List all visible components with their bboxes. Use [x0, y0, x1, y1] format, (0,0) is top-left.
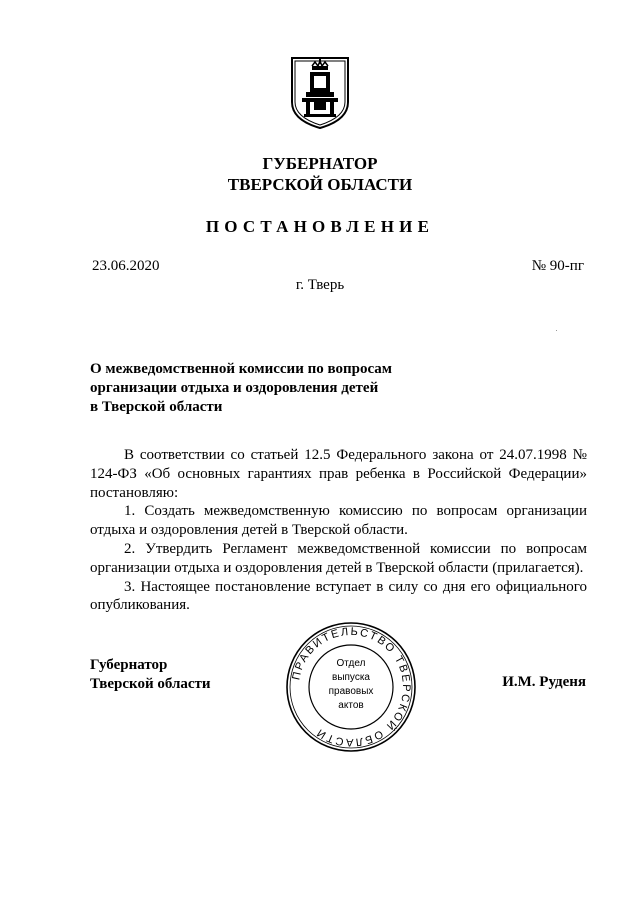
signer-title-line-2: Тверской области: [90, 676, 211, 692]
scan-speck: [556, 330, 557, 331]
document-number: № 90-пг: [531, 258, 584, 274]
signer-title-line-1: Губернатор: [90, 657, 168, 673]
official-stamp: [284, 620, 418, 754]
document-body: [90, 446, 587, 615]
signer-name: И.М. Руденя: [502, 674, 586, 690]
document-date: 23.06.2020: [92, 258, 160, 274]
document-type: ПОСТАНОВЛЕНИЕ: [205, 217, 435, 236]
signer-title: [90, 656, 211, 694]
body-item-3: 3. Настоящее постановление вступает в силу со дня его официального опубликования.: [90, 578, 587, 614]
document-city: г. Тверь: [295, 277, 345, 293]
document-subject: [90, 360, 392, 417]
stamp-line-3: правовых: [328, 686, 374, 697]
body-item-2: 2. Утвердить Регламент межведомственной комиссии по вопросам организации отдыха и оздоровления детей в Тверской области (прилагается).: [90, 540, 587, 576]
subject-line-2: организации отдыха и оздоровления детей: [90, 380, 379, 396]
stamp-line-4: актов: [338, 700, 364, 711]
stamp-line-2: выпуска: [332, 672, 370, 683]
body-intro: В соответствии со статьей 12.5 Федерального закона от 24.07.1998 № 124-ФЗ «Об основных гарантиях прав ребенка в Российской Федерации» постановляю:: [90, 447, 587, 501]
body-item-1: 1. Создать межведомственную комиссию по вопросам организации отдыха и оздоровления детей в Тверской области.: [90, 503, 587, 539]
issuer-region: ТВЕРСКОЙ ОБЛАСТИ: [227, 175, 413, 194]
coat-of-arms-emblem: [288, 56, 352, 130]
subject-line-1: О межведомственной комиссии по вопросам: [90, 361, 393, 377]
stamp-line-1: Отдел: [336, 658, 366, 669]
subject-line-3: в Тверской области: [90, 399, 223, 415]
stamp-ring-text: ПРАВИТЕЛЬСТВО ТВЕРСКОЙ ОБЛАСТИ: [290, 625, 413, 749]
issuer-title: ГУБЕРНАТОР: [262, 154, 378, 173]
